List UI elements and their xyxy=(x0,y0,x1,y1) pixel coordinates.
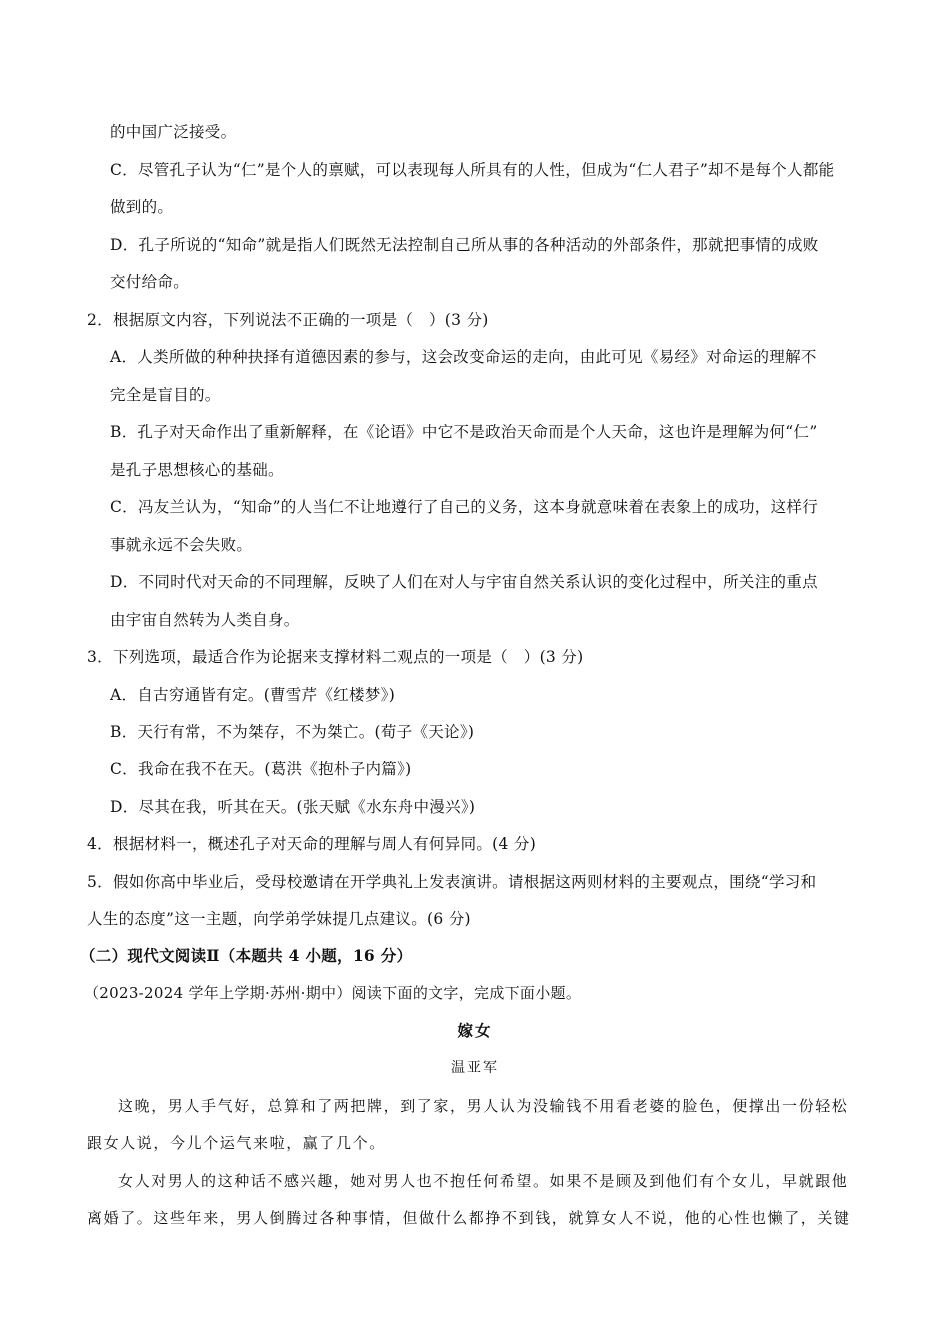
q3-option-a: A．自古穷通皆有定。(曹雪芹《红楼梦》) xyxy=(110,686,396,704)
q1-option-b-continuation: 的中国广泛接受。 xyxy=(110,123,237,141)
q2-option-d-line2: 由宇宙自然转为人类自身。 xyxy=(110,611,300,629)
q3-option-c: C．我命在我不在天。(葛洪《抱朴子内篇》) xyxy=(110,760,412,778)
question-2-stem: 2．根据原文内容，下列说法不正确的一项是（ ）(3 分) xyxy=(87,311,489,329)
q1-option-c-line2: 做到的。 xyxy=(110,198,174,216)
q3-option-b: B．天行有常，不为桀存，不为桀亡。(荀子《天论》) xyxy=(110,723,475,741)
story-paragraph-2-line1: 女人对男人的这种话不感兴趣，她对男人也不抱任何希望。如果不是顾及到他们有个女儿，早就跟他 xyxy=(118,1172,849,1190)
q2-option-d-line1: D．不同时代对天命的不同理解，反映了人们在对人与宇宙自然关系认识的变化过程中，所关注的重点 xyxy=(110,573,818,591)
q2-option-b-line2: 是孔子思想核心的基础。 xyxy=(110,461,284,479)
q1-option-c-line1: C．尽管孔子认为“仁”是个人的禀赋，可以表现每人所具有的人性，但成为“仁人君子”却不是每个人都能 xyxy=(110,161,835,179)
q2-option-c-line2: 事就永远不会失败。 xyxy=(110,536,253,554)
story-paragraph-1-line1: 这晚，男人手气好，总算和了两把牌，到了家，男人认为没输钱不用看老婆的脸色，便撑出一份轻松 xyxy=(118,1097,849,1115)
q2-option-b-line1: B．孔子对天命作出了重新解释，在《论语》中它不是政治天命而是个人天命，这也许是理解为何“仁” xyxy=(110,423,818,441)
question-3-stem: 3．下列选项，最适合作为论据来支撑材料二观点的一项是（ ）(3 分) xyxy=(87,648,584,666)
q3-option-d: D．尽其在我，听其在天。(张天赋《水东舟中漫兴》) xyxy=(110,798,476,816)
q1-option-d-line1: D．孔子所说的“知命”就是指人们既然无法控制自己所从事的各种活动的外部条件，那就把事情的成败 xyxy=(110,236,819,254)
question-5-line2: 人生的态度”这一主题，向学弟学妹提几点建议。(6 分) xyxy=(87,910,471,928)
q2-option-a-line1: A．人类所做的种种抉择有道德因素的参与，这会改变命运的走向，由此可见《易经》对命运的理解不 xyxy=(110,348,817,366)
section-2-source: （2023-2024 学年上学期·苏州·期中）阅读下面的文字，完成下面小题。 xyxy=(84,984,582,1002)
section-2-heading: （二）现代文阅读Ⅱ（本题共 4 小题，16 分） xyxy=(80,946,413,965)
story-author: 温亚军 xyxy=(451,1060,499,1076)
q2-option-a-line2: 完全是盲目的。 xyxy=(110,386,221,404)
q2-option-c-line1: C．冯友兰认为，“知命”的人当仁不让地遵行了自己的义务，这本身就意味着在表象上的成功，这样行 xyxy=(110,498,819,516)
q1-option-d-line2: 交付给命。 xyxy=(110,273,190,291)
story-title: 嫁女 xyxy=(457,1021,493,1040)
question-4-stem: 4．根据材料一，概述孔子对天命的理解与周人有何异同。(4 分) xyxy=(87,835,537,853)
story-paragraph-2-line2: 离婚了。这些年来，男人倒腾过各种事情，但做什么都挣不到钱，就算女人不说，他的心性也懒了，关键 xyxy=(87,1209,851,1227)
question-5-line1: 5．假如你高中毕业后，受母校邀请在开学典礼上发表演讲。请根据这两则材料的主要观点，围绕“学习和 xyxy=(87,873,817,891)
story-paragraph-1-line2: 跟女人说，今儿个运气来啦，赢了几个。 xyxy=(87,1134,386,1152)
